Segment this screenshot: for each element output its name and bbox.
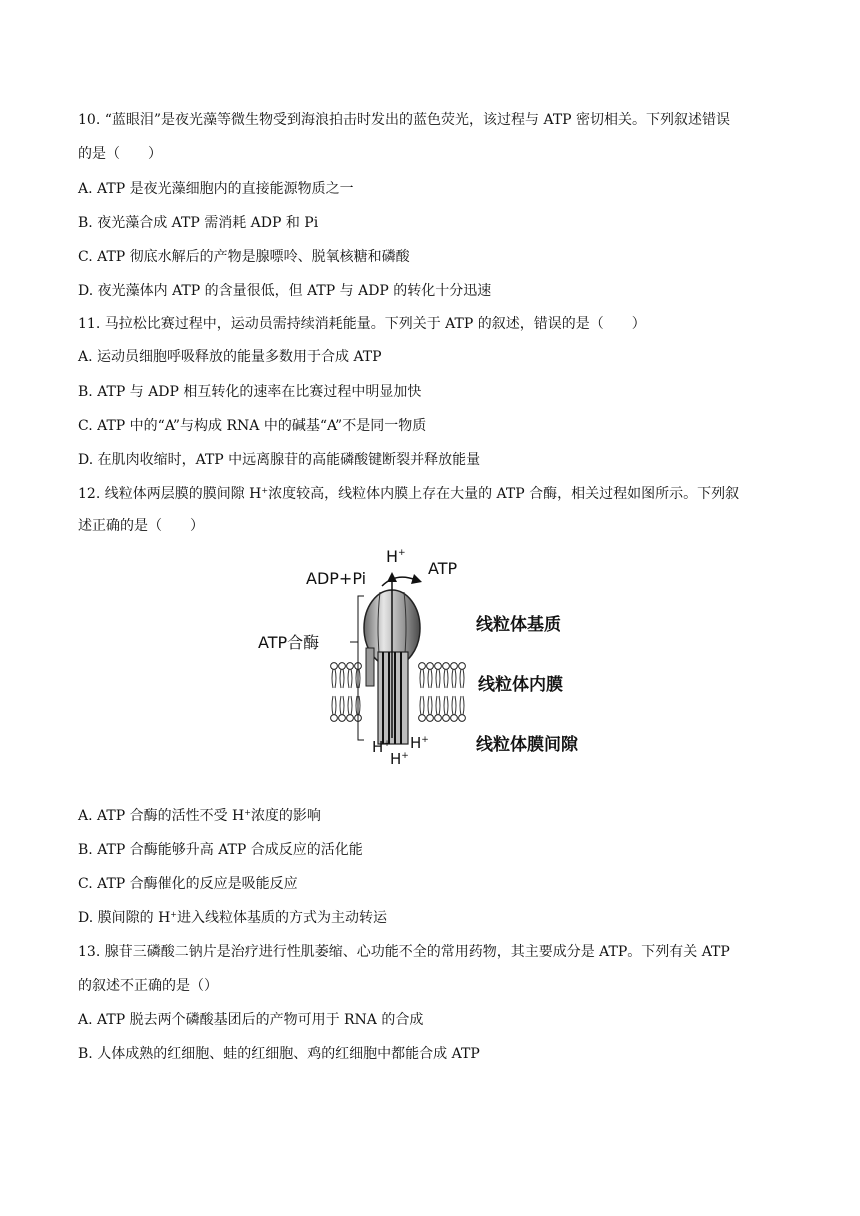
lipid-tail [452, 696, 456, 715]
q12-stem-line1 [78, 484, 739, 504]
lipid-head [347, 715, 354, 722]
label-inner-membrane: 线粒体内膜 [478, 675, 563, 695]
q13-stem-line2: 的叙述不正确的是（） [78, 978, 218, 994]
reaction-arrow [382, 577, 416, 586]
label-h-plus-3: H+ [390, 750, 409, 768]
lipid-head [451, 715, 458, 722]
lipid-head [427, 663, 434, 670]
lipid-head [347, 663, 354, 670]
q12-option-a-part1: A. ATP 合酶的活性不受 H [78, 808, 245, 824]
lipid-tail [348, 669, 352, 688]
q12-option-a [78, 806, 321, 826]
q12-option-d [78, 908, 387, 928]
q12-option-a-part2: 浓度的影响 [250, 808, 321, 824]
lipid-tail [340, 669, 344, 688]
lipid-tail [444, 669, 448, 688]
label-h-plus-2: H+ [410, 734, 429, 752]
superscript-plus: + [170, 910, 177, 919]
lipid-tail [452, 669, 456, 688]
lipid-head [443, 715, 450, 722]
q10-option-d: D. 夜光藻体内 ATP 的含量很低，但 ATP 与 ADP 的转化十分迅速 [78, 283, 492, 299]
lipid-tail [420, 669, 424, 688]
lipid-tail [428, 696, 432, 715]
q11-option-d: D. 在肌肉收缩时，ATP 中远离腺苷的高能磷酸键断裂并释放能量 [78, 452, 481, 468]
lipid-head [339, 715, 346, 722]
lipid-head [435, 715, 442, 722]
label-h-plus-1: H+ [372, 738, 391, 756]
q10-stem-line2: 的是（ ） [78, 146, 162, 162]
lipid-head [419, 663, 426, 670]
q10-option-c: C. ATP 彻底水解后的产物是腺嘌呤、脱氧核糖和磷酸 [78, 249, 410, 265]
lipid-head [435, 663, 442, 670]
q12-option-b: B. ATP 合酶能够升高 ATP 合成反应的活化能 [78, 842, 363, 858]
lipid-head [339, 663, 346, 670]
q11-option-a: A. 运动员细胞呼吸释放的能量多数用于合成 ATP [78, 349, 382, 365]
lipid-tail [436, 696, 440, 715]
q12-option-d-part2: 进入线粒体基质的方式为主动转运 [177, 910, 387, 926]
q12-stem-line2: 述正确的是（ ） [78, 518, 204, 534]
q12-stem-part2: 浓度较高，线粒体内膜上存在大量的 ATP 合酶，相关过程如图所示。下列叙 [268, 486, 740, 502]
lipid-tail [332, 669, 336, 688]
superscript-plus: + [261, 486, 269, 495]
lipid-head [419, 715, 426, 722]
lipid-head [459, 663, 466, 670]
superscript-plus: + [244, 808, 251, 817]
q13-option-a: A. ATP 脱去两个磷酸基团后的产物可用于 RNA 的合成 [78, 1012, 424, 1028]
lipid-tail [340, 696, 344, 715]
lipid-tail [332, 696, 336, 715]
lipid-head [443, 663, 450, 670]
q11-stem: 11. 马拉松比赛过程中，运动员需持续消耗能量。下列关于 ATP 的叙述，错误的是（ ） [78, 316, 646, 332]
atp-synthase-channel [366, 648, 408, 744]
q13-option-b: B. 人体成熟的红细胞、蛙的红细胞、鸡的红细胞中都能合成 ATP [78, 1046, 480, 1062]
lipid-tail [420, 696, 424, 715]
q13-stem-line1: 13. 腺苷三磷酸二钠片是治疗进行性肌萎缩、心功能不全的常用药物，其主要成分是 ATP。下列有关 ATP [78, 944, 730, 960]
lipid-tail [436, 669, 440, 688]
label-intermembrane-space: 线粒体膜间隙 [476, 735, 578, 755]
label-matrix: 线粒体基质 [476, 615, 561, 635]
lipid-head [427, 715, 434, 722]
q12-option-c: C. ATP 合酶催化的反应是吸能反应 [78, 876, 298, 892]
q10-option-a: A. ATP 是夜光藻细胞内的直接能源物质之一 [78, 181, 354, 197]
lipid-tail [428, 669, 432, 688]
q10-stem-line1: 10. “蓝眼泪”是夜光藻等微生物受到海浪拍击时发出的蓝色荧光，该过程与 ATP 密切相关。下列叙述错误 [78, 112, 731, 128]
q11-option-c: C. ATP 中的“A”与构成 RNA 中的碱基“A”不是同一物质 [78, 418, 427, 434]
lipid-tail [460, 669, 464, 688]
label-adp-pi: ADP+Pi [306, 569, 367, 588]
q12-stem-part1: 12. 线粒体两层膜的膜间隙 H [78, 486, 262, 502]
lipid-head [331, 663, 338, 670]
lipid-tail [444, 696, 448, 715]
lipid-tail [348, 696, 352, 715]
lipid-tail [460, 696, 464, 715]
atp-synthase-diagram [250, 540, 610, 772]
q10-option-b: B. 夜光藻合成 ATP 需消耗 ADP 和 Pi [78, 215, 319, 231]
label-atp-synthase: ATP合酶 [258, 633, 320, 652]
reaction-arrow-head-icon [411, 574, 422, 584]
lipid-head [451, 663, 458, 670]
label-atp: ATP [428, 559, 458, 578]
label-h-plus-top: H+ [386, 547, 406, 566]
q11-option-b: B. ATP 与 ADP 相互转化的速率在比赛过程中明显加快 [78, 384, 422, 400]
lipid-head [331, 715, 338, 722]
q12-option-d-part1: D. 膜间隙的 H [78, 910, 171, 926]
lipid-head [459, 715, 466, 722]
